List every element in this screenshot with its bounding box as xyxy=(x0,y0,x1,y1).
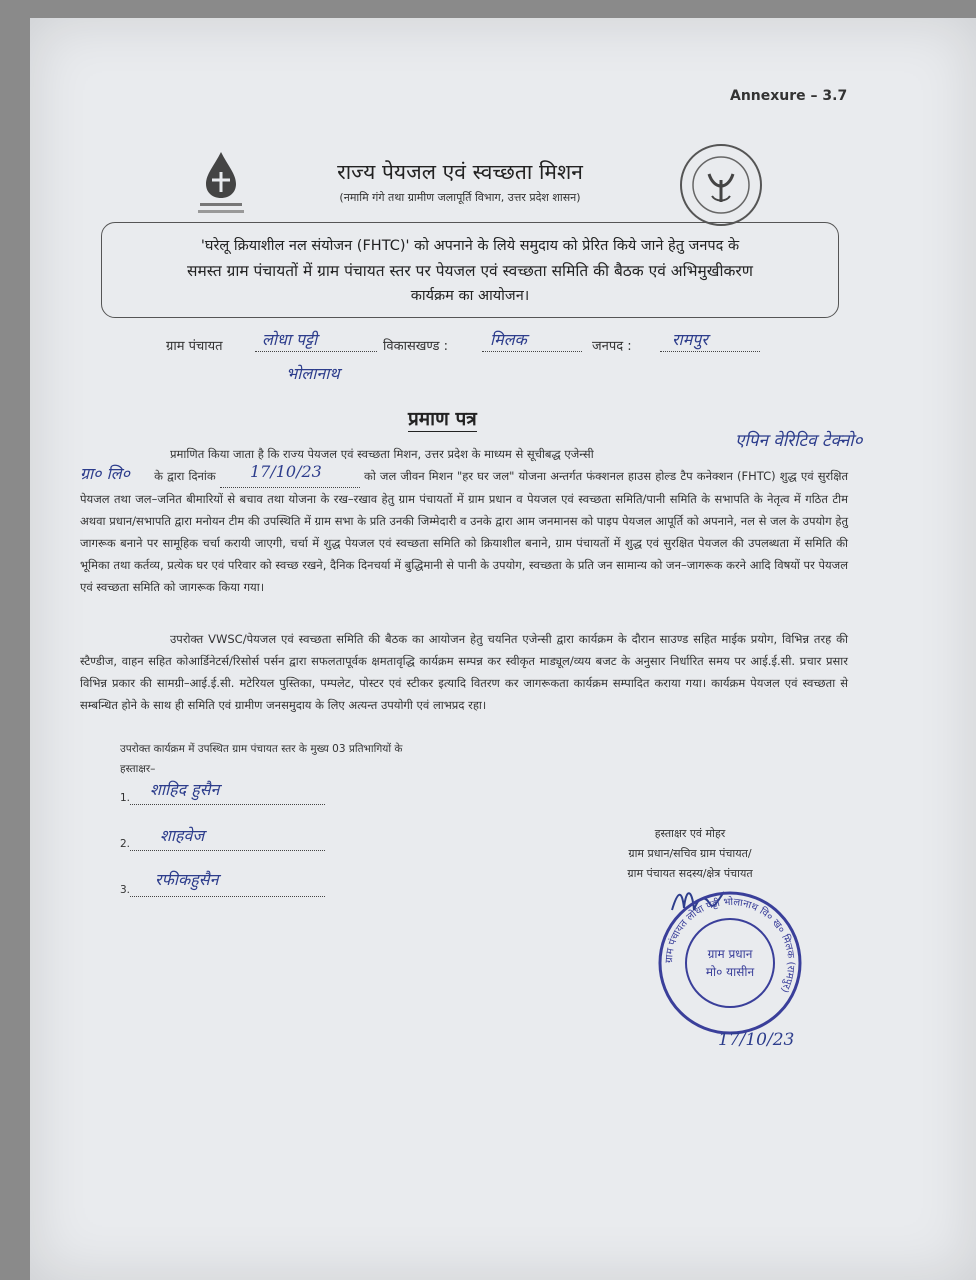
gram-panchayat-value-2: भोलानाथ xyxy=(286,364,340,383)
annexure-label: Annexure – 3.7 xyxy=(730,88,848,104)
program-date-handwritten: 17/10/23 xyxy=(250,462,322,481)
district-label: जनपद : xyxy=(592,339,632,354)
participant-signature-1: शाहिद हुसैन xyxy=(150,780,220,799)
up-government-emblem xyxy=(676,140,766,230)
org-title: राज्य पेयजल एवं स्वच्छता मिशन xyxy=(337,160,583,184)
stamp-inner-title: ग्राम प्रधान xyxy=(707,947,753,961)
certificate-paragraph-1: प्रमाणित किया जाता है कि राज्य पेयजल एवं स्वच्छता मिशन, उत्तर प्रदेश के माध्यम से सूचीबद्ध एजेन्सी के द्वारा दिनांक को जल जीवन मिशन "हर घर जल" योजना अन्तर्गत फंक्शनल हाउस होल्ड टैप कनेक्शन (FHTC) शुद्ध एवं सुरक्षित पेयजल तथा जल–जनित बीमारियों से बचाव तथा योजना के रख–रखाव हेतु ग्राम पंचायतों में ग्राम प्रधान व पेयजल एवं स्वच्छता समिति/पानी समिति के सभापति के नेतृत्व में गठित टीम अथवा प्रधान/सभापति द्वारा मनोयन टीम की उपस्थिति में ग्राम सभा के प्रति उनकी जिम्मेदारी व उनके द्वारा आम जनमानस को पाइप पेयजल आपूर्ति को अपनाने, नल से जल के उपयोग हेतु जागरूक बनाने पर सामूहिक चर्चा करायी जाएगी, चर्चा में शुद्ध पेयजल एवं स्वच्छता समिति को क्रियाशील बनाने, ग्राम पंचायतों में शुद्ध एवं सुरक्षित पेयजल की उपलब्धता में समिति की भूमिका तथा कर्तव्य, प्रत्येक घर एवं परिवार को स्वच्छ रखने, दैनिक दिनचर्या में बुद्धिमानी से पानी के उपयोग, स्वच्छता के प्रति जन सामान्य को जन–जागरूक करने आदि विषयों पर पेयजल एवं स्वच्छता समिति को जागरूक किया गया। xyxy=(80,447,848,594)
stamp-ring-text: ग्राम पंचायत लोधा पट्टी भोलानाथ वि० ख० मिलक (रामपुर) xyxy=(663,896,797,995)
stamp-inner-name: मो० यासीन xyxy=(705,965,755,979)
participants-intro: उपरोक्त कार्यक्रम में उपस्थित ग्राम पंचायत स्तर के मुख्य 03 प्रतिभागियों के xyxy=(120,743,403,755)
participants-signature-label: हस्ताक्षर– xyxy=(120,763,156,775)
participant-row-2 xyxy=(120,838,325,850)
official-stamp xyxy=(655,888,805,1038)
authority-signature-block: हस्ताक्षर एवं मोहर ग्राम प्रधान/सचिव ग्राम पंचायत/ ग्राम पंचायत सदस्य/क्षेत्र पंचायत xyxy=(627,827,753,880)
participant-number: 1. xyxy=(120,792,131,804)
sign-date-handwritten: 17/10/23 xyxy=(718,1030,795,1050)
participant-number: 2. xyxy=(120,838,131,850)
participant-row-3 xyxy=(120,884,325,896)
block-value: मिलक xyxy=(490,330,527,349)
water-mission-logo xyxy=(190,148,252,218)
program-banner-text: 'घरेलू क्रियाशील नल संयोजन (FHTC)' को अपनाने के लिये समुदाय को प्रेरित किये जाने हेतु जनपद के समस्त ग्राम पंचायतों में ग्राम पंचायत स्तर पर पेयजल एवं स्वच्छता समिति की बैठक एवं अभिमुखीकरण कार्यक्रम का आयोजन। xyxy=(187,238,753,304)
org-subtitle: (नमामि गंगे तथा ग्रामीण जलापूर्ति विभाग, उत्तर प्रदेश शासन) xyxy=(339,191,581,204)
gram-panchayat-label: ग्राम पंचायत xyxy=(166,339,223,354)
gram-prefix-handwritten: ग्रा० लि० xyxy=(80,464,130,483)
participant-signature-2: शाहवेज xyxy=(160,826,205,845)
document-title: प्रमाण पत्र xyxy=(408,405,477,432)
gram-panchayat-value: लोधा पट्टी xyxy=(262,330,318,349)
district-value: रामपुर xyxy=(672,330,708,349)
participant-number: 3. xyxy=(120,884,131,896)
agency-name-handwritten: एपिन वेरिटिव टेक्नो० xyxy=(735,431,863,451)
block-label: विकासखण्ड : xyxy=(383,339,449,354)
participant-signature-3: रफीकहुसैन xyxy=(155,870,219,889)
certificate-paragraph-2: उपरोक्त VWSC/पेयजल एवं स्वच्छता समिति की बैठक का आयोजन हेतु चयनित एजेन्सी द्वारा कार्यक्रम के दौरान साउण्ड सहित माईक प्रयोग, विभिन्न तरह की स्टैण्डीज, वाहन सहित कोआर्डिनेटर्स/रिसोर्स पर्सन द्वारा सफलतापूर्वक क्षमतावृद्धि कार्यक्रम सम्पन्न कर स्वीकृत माड्यूल/व्यय बजट के अनुसार निर्धारित समय पर आई.ई.सी. प्रचार प्रसार विभिन्न प्रकार की सामग्री–आई.ई.सी. मटेरियल पुस्तिका, पम्पलेट, पोस्टर एवं स्टीकर इत्यादि वितरण कर जागरूकता कार्यक्रम सम्पादित कराया गया। कार्यक्रम पेयजल एवं स्वच्छता से सम्बन्धित होने के साथ ही समिति एवं ग्रामीण जनसमुदाय के लिए अत्यन्त उपयोगी एवं लाभप्रद रहा। xyxy=(80,632,848,712)
